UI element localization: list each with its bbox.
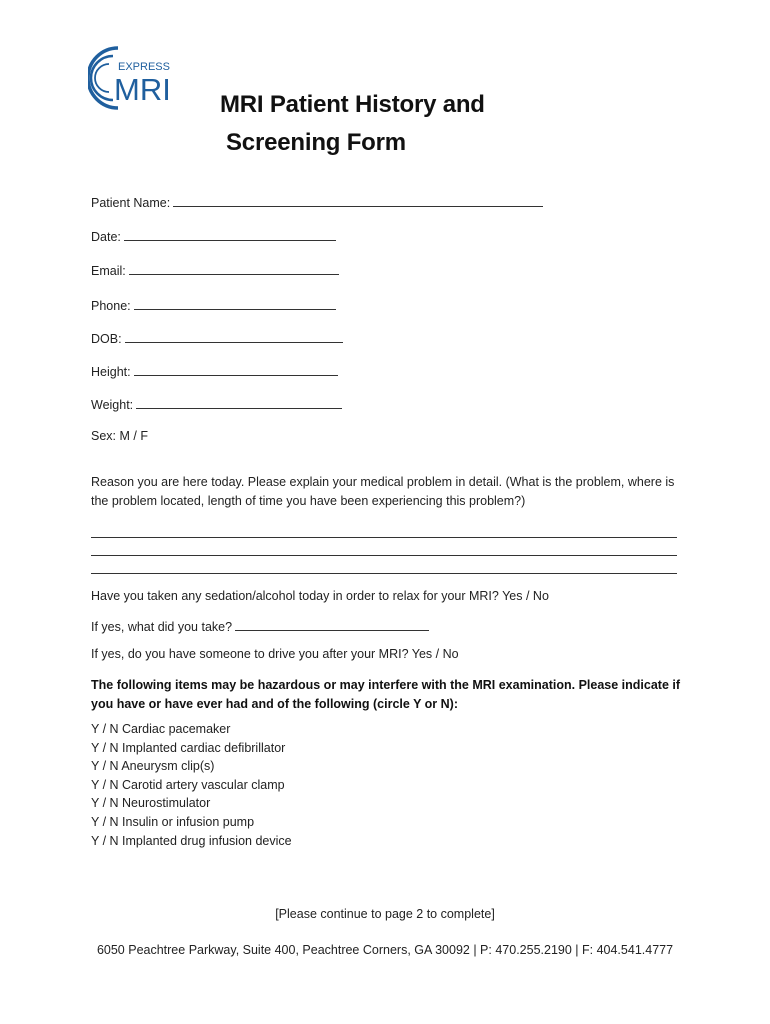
sex-label: Sex: M / F [91,429,148,443]
email-label: Email: [91,264,126,278]
hazard-item[interactable]: Y / N Aneurysm clip(s) [91,759,215,774]
reason-answer-line-1[interactable] [91,537,677,538]
reason-answer-line-3[interactable] [91,573,677,574]
what-taken-blank[interactable] [235,618,429,631]
dob-blank[interactable] [125,330,343,343]
sex-field[interactable] [91,429,148,443]
email-field [91,262,339,278]
reason-prompt: Reason you are here today. Please explain your medical problem in detail. (What is the problem, where is the problem located, length of time you have been experiencing this problem?) [91,475,675,508]
logo-top-text: EXPRESS [118,61,170,73]
reason-answer-line-2[interactable] [91,555,677,556]
title-line-2: Screening Form [226,129,406,156]
express-mri-logo [88,42,172,118]
sedation-question-text: Have you taken any sedation/alcohol today in order to relax for your MRI? Yes / No [91,589,549,603]
weight-label: Weight: [91,398,134,412]
what-taken-field [91,618,429,634]
footer-address: 6050 Peachtree Parkway, Suite 400, Peachtree Corners, GA 30092 | P: 470.255.2190 | F: 404.541.4777 [96,943,674,957]
date-field [91,228,336,244]
hazard-instructions: The following items may be hazardous or may interfere with the MRI examination. Please indicate if you have or have ever had and of the following (circle Y or N): [91,678,681,711]
height-blank[interactable] [134,363,338,376]
logo-main-text: MRI [114,72,171,107]
patient-name-label: Patient Name: [91,196,171,210]
date-label: Date: [91,230,121,244]
sedation-question[interactable] [91,589,549,603]
weight-field [91,396,342,412]
page-title [220,86,485,162]
phone-field [91,297,336,313]
driver-question[interactable] [91,647,459,661]
dob-label: DOB: [91,332,122,346]
hazard-item[interactable]: Y / N Carotid artery vascular clamp [91,777,285,792]
hazard-item[interactable]: Y / N Implanted cardiac defibrillator [91,740,286,755]
phone-blank[interactable] [134,297,336,310]
date-blank[interactable] [124,228,336,241]
hazard-item[interactable]: Y / N Cardiac pacemaker [91,722,231,736]
patient-name-field [91,194,543,210]
height-field [91,363,338,379]
hazard-checklist [91,720,292,850]
hazard-item[interactable]: Y / N Implanted drug infusion device [91,833,292,848]
driver-question-text: If yes, do you have someone to drive you after your MRI? Yes / No [91,647,459,661]
dob-field [91,330,343,346]
hazard-item[interactable]: Y / N Neurostimulator [91,796,211,811]
phone-label: Phone: [91,299,131,313]
patient-name-blank[interactable] [173,194,543,207]
email-blank[interactable] [129,262,339,275]
title-line-1: MRI Patient History and [220,91,485,118]
hazard-item[interactable]: Y / N Insulin or infusion pump [91,814,255,829]
weight-blank[interactable] [136,396,342,409]
height-label: Height: [91,365,131,379]
what-taken-label: If yes, what did you take? [91,620,233,634]
continue-note: [Please continue to page 2 to complete] [275,907,495,921]
